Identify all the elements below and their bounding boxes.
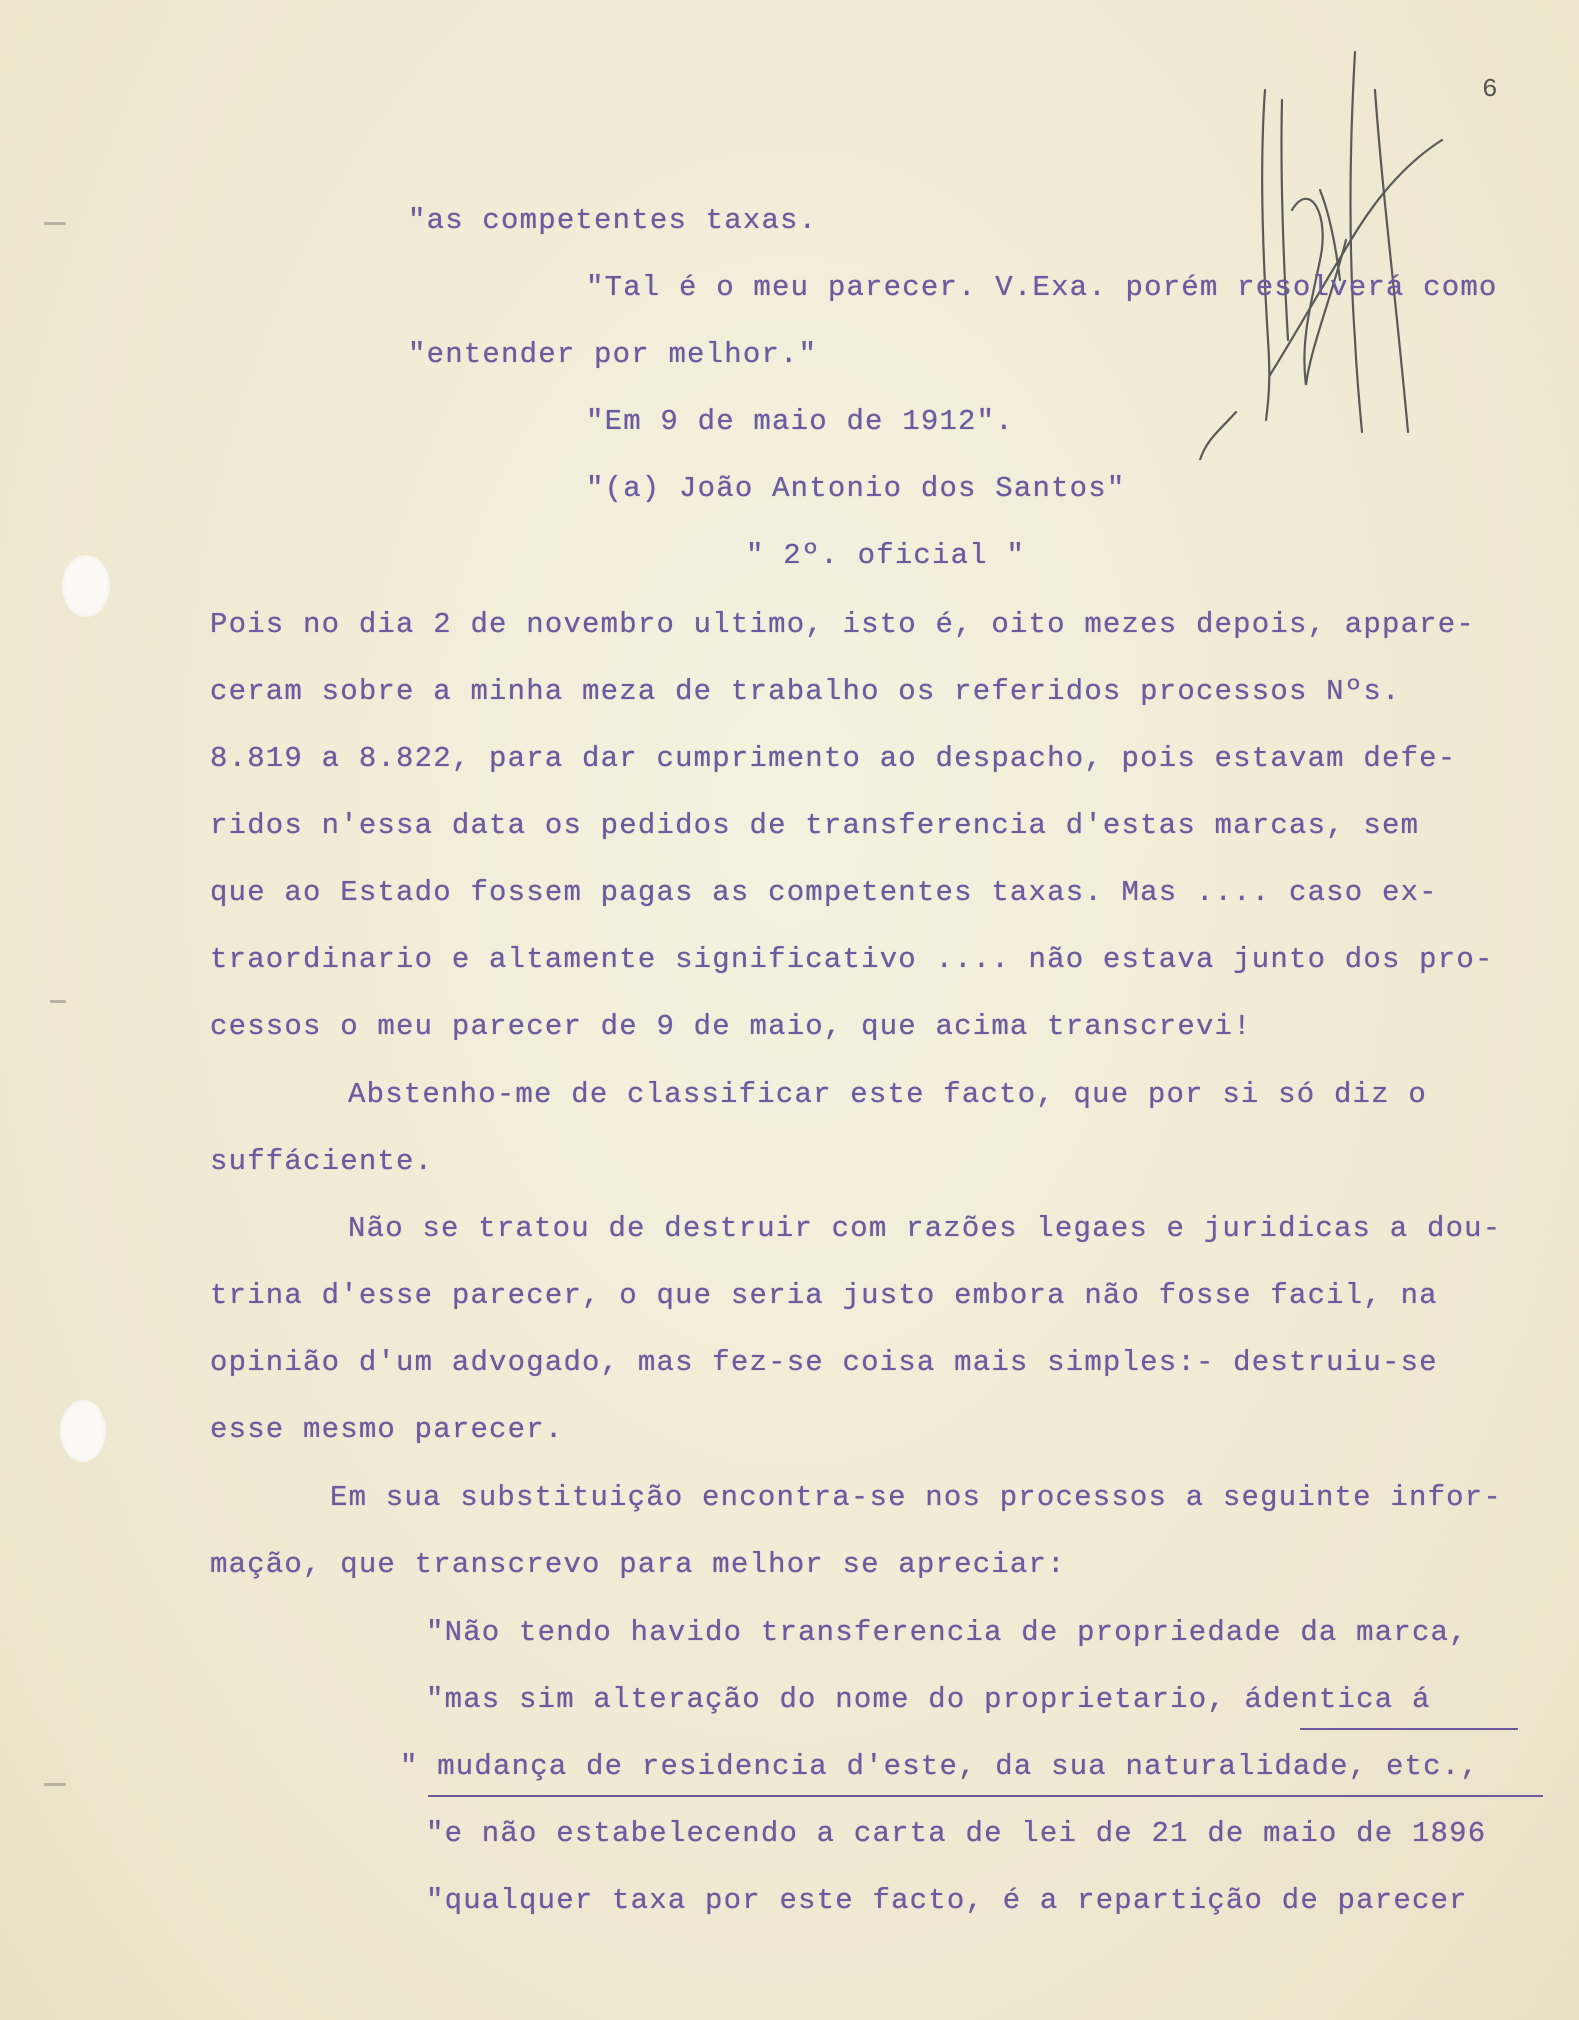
text-line-11: que ao Estado fossem pagas as competentes taxas. Mas .... caso ex- bbox=[210, 876, 1438, 909]
text-line-9: 8.819 a 8.822, para dar cumprimento ao despacho, pois estavam defe- bbox=[210, 742, 1457, 775]
text-line-18: opinião d'um advogado, mas fez-se coisa mais simples:- destruiu-se bbox=[210, 1346, 1438, 1379]
text-line-14: Abstenho-me de classificar este facto, que por si só diz o bbox=[348, 1078, 1427, 1111]
text-line-10: ridos n'essa data os pedidos de transferencia d'estas marcas, sem bbox=[210, 809, 1420, 842]
text-line-3: "entender por melhor." bbox=[408, 338, 818, 371]
underline-2 bbox=[428, 1795, 1543, 1797]
underline-1 bbox=[1300, 1728, 1518, 1730]
punch-hole-top bbox=[62, 555, 110, 617]
text-line-13: cessos o meu parecer de 9 de maio, que acima transcrevi! bbox=[210, 1010, 1252, 1043]
text-line-19: esse mesmo parecer. bbox=[210, 1413, 564, 1446]
text-line-6: " 2º. oficial " bbox=[746, 539, 1026, 572]
text-line-16: Não se tratou de destruir com razões legaes e juridicas a dou- bbox=[348, 1212, 1502, 1245]
text-line-2: "Tal é o meu parecer. V.Exa. porém resolverá como bbox=[586, 271, 1498, 304]
page-number: 6 bbox=[1482, 74, 1498, 104]
text-line-15: suffáciente. bbox=[210, 1145, 434, 1178]
text-line-25: "e não estabelecendo a carta de lei de 21 de maio de 1896 bbox=[426, 1817, 1487, 1850]
margin-mark-2 bbox=[50, 1000, 66, 1003]
punch-hole-bottom bbox=[60, 1400, 106, 1462]
text-line-1: "as competentes taxas. bbox=[408, 204, 818, 237]
text-line-22: "Não tendo havido transferencia de propriedade da marca, bbox=[426, 1616, 1468, 1649]
text-line-12: traordinario e altamente significativo .... não estava junto dos pro- bbox=[210, 943, 1494, 976]
text-line-7: Pois no dia 2 de novembro ultimo, isto é, oito mezes depois, appare- bbox=[210, 608, 1475, 641]
text-line-17: trina d'esse parecer, o que seria justo embora não fosse facil, na bbox=[210, 1279, 1438, 1312]
text-line-8: ceram sobre a minha meza de trabalho os referidos processos Nºs. bbox=[210, 675, 1401, 708]
text-line-4: "Em 9 de maio de 1912". bbox=[586, 405, 1014, 438]
text-line-23: "mas sim alteração do nome do proprietario, ádentica á bbox=[426, 1683, 1431, 1716]
margin-mark-1 bbox=[44, 222, 66, 225]
text-line-24: " mudança de residencia d'este, da sua naturalidade, etc., bbox=[400, 1750, 1479, 1783]
handwritten-signature bbox=[1170, 40, 1460, 460]
margin-mark-3 bbox=[44, 1783, 66, 1786]
text-line-26: "qualquer taxa por este facto, é a repartição de parecer bbox=[426, 1884, 1468, 1917]
text-line-21: mação, que transcrevo para melhor se apreciar: bbox=[210, 1548, 1066, 1581]
text-line-20: Em sua substituição encontra-se nos processos a seguinte infor- bbox=[330, 1481, 1502, 1514]
text-line-5: "(a) João Antonio dos Santos" bbox=[586, 472, 1126, 505]
